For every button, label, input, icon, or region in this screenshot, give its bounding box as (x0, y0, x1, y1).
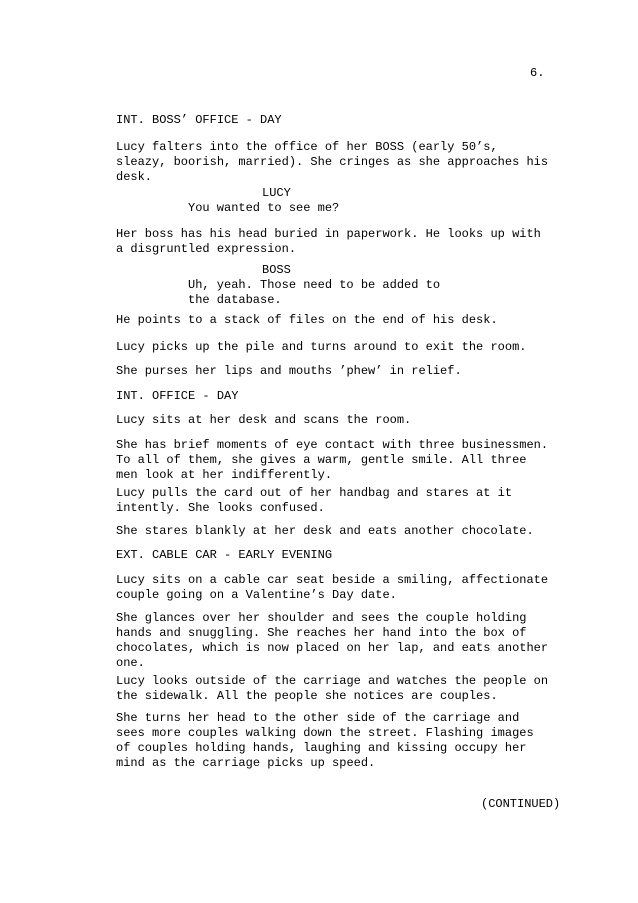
action-line: mind as the carriage picks up speed. (116, 756, 376, 770)
action-line: Lucy picks up the pile and turns around to exit the room. (116, 340, 527, 354)
action-line: She turns her head to the other side of the carriage and (116, 711, 520, 725)
action-line: hands and snuggling. She reaches her hand into the box of (116, 626, 527, 640)
continued-marker: (CONTINUED) (481, 797, 561, 811)
action-line: She has brief moments of eye contact with three businessmen. (116, 438, 549, 452)
action-line: She stares blankly at her desk and eats another chocolate. (116, 524, 534, 538)
action-line: sleazy, boorish, married). She cringes as she approaches his (116, 155, 549, 169)
action-line: the sidewalk. All the people she notices are couples. (116, 689, 498, 703)
action-line: a disgruntled expression. (116, 242, 297, 256)
action-line: Lucy sits on a cable car seat beside a smiling, affectionate (116, 573, 549, 587)
dialogue-line: the database. (188, 293, 282, 307)
scene-heading: INT. BOSS’ OFFICE - DAY (116, 113, 282, 127)
action-line: men look at her indifferently. (116, 468, 333, 482)
page-number: 6. (530, 66, 545, 80)
action-line: Lucy sits at her desk and scans the room. (116, 413, 412, 427)
scene-heading: EXT. CABLE CAR - EARLY EVENING (116, 548, 333, 562)
action-line: She purses her lips and mouths ’phew’ in relief. (116, 364, 462, 378)
action-line: He points to a stack of files on the end of his desk. (116, 313, 498, 327)
action-line: chocolates, which is now placed on her lap, and eats another (116, 641, 549, 655)
action-line: Her boss has his head buried in paperwork. He looks up with (116, 227, 541, 241)
action-line: Lucy pulls the card out of her handbag and stares at it (116, 486, 513, 500)
dialogue-line: You wanted to see me? (188, 201, 340, 215)
character-name: BOSS (262, 263, 291, 277)
action-line: sees more couples walking down the street. Flashing images (116, 726, 534, 740)
action-line: intently. She looks confused. (116, 501, 325, 515)
action-line: of couples holding hands, laughing and kissing occupy her (116, 741, 527, 755)
action-line: one. (116, 656, 145, 670)
action-line: To all of them, she gives a warm, gentle smile. All three (116, 453, 527, 467)
action-line: She glances over her shoulder and sees the couple holding (116, 611, 527, 625)
action-line: Lucy looks outside of the carriage and watches the people on (116, 674, 549, 688)
action-line: Lucy falters into the office of her BOSS (early 50’s, (116, 140, 498, 154)
action-line: desk. (116, 170, 153, 184)
dialogue-line: Uh, yeah. Those need to be added to (188, 278, 441, 292)
character-name: LUCY (262, 186, 291, 200)
scene-heading: INT. OFFICE - DAY (116, 389, 239, 403)
action-line: couple going on a Valentine’s Day date. (116, 588, 397, 602)
